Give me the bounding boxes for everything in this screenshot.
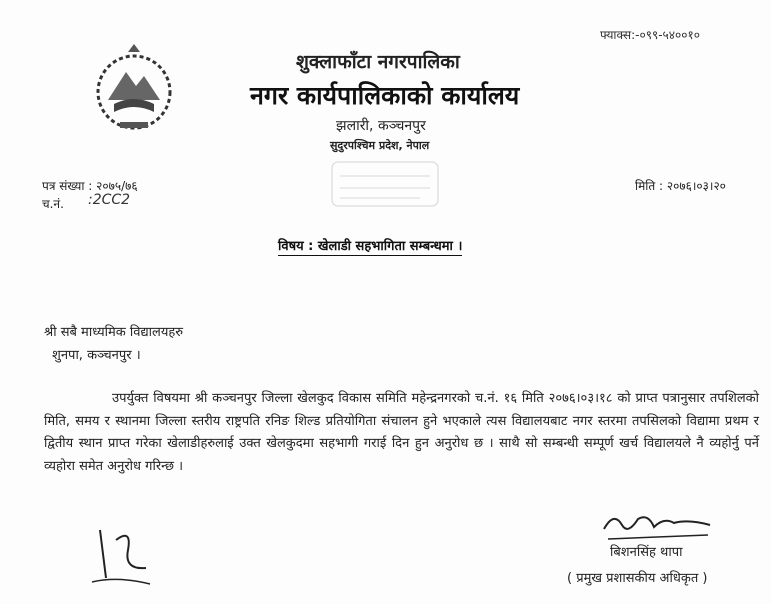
signer-name: बिशनसिंह थापा [610, 545, 683, 560]
municipality-name: शुक्लाफाँटा नगरपालिका [296, 51, 460, 73]
fax-number: फ्याक्स:-०९९-५४००१० [600, 28, 700, 42]
dispatch-number-value: :2CC2 [88, 192, 131, 208]
recipient-line-1: श्री सबै माध्यमिक विद्यालयहरु [44, 325, 184, 340]
handwritten-initial [88, 510, 158, 590]
dispatch-number-label: च.नं. [42, 197, 64, 211]
signer-designation: ( प्रमुख प्रशासकीय अधिकृत ) [567, 571, 708, 586]
signature [598, 505, 718, 545]
address-line-2: सुदुरपश्चिम प्रदेश, नेपाल [330, 139, 430, 152]
letter-body: उपर्युक्त विषयमा श्री कञ्चनपुर जिल्ला खेलकुद विकास समिति महेन्द्रनगरको च.नं. १६ मिति २०७६।०३।१८ को प्राप्त पत्रानुसार तपशिलको मिति, समय र स्थानमा जिल्ला स्तरीय राष्ट्रपति रनिङ शिल्ड प्रतियोगिता संचालन हुने भएकाले त्यस विद्यालयबाट नगर स्तरमा तपसिलको विद्यामा प्रथम र द्वितीय स्थान प्राप्त गरेका खेलाडीहरुलाई उक्त खेलकुदमा सहभागी गराई दिन हुन अनुरोध छ । साथै सो सम्बन्धी सम्पूर्ण खर्च विद्यालयले नै व्यहोर्नु पर्ने व्यहोरा समेत अनुरोध गरिन्छ । [44, 391, 759, 474]
address-line-1: झलारी, कञ्चनपुर [336, 118, 426, 134]
office-title: नगर कार्यपालिकाको कार्यालय [250, 81, 520, 110]
reference-number: पत्र संख्या : २०७५/७६ [42, 179, 138, 193]
subject-line: विषय : खेलाडी सहभागिता सम्बन्धमा । [278, 236, 462, 256]
office-stamp [330, 160, 440, 208]
letter-date: मिति : २०७६।०३।२० [635, 179, 726, 193]
recipient-line-2: शुनपा, कञ्चनपुर । [52, 348, 141, 363]
nepal-emblem-logo [88, 42, 180, 134]
